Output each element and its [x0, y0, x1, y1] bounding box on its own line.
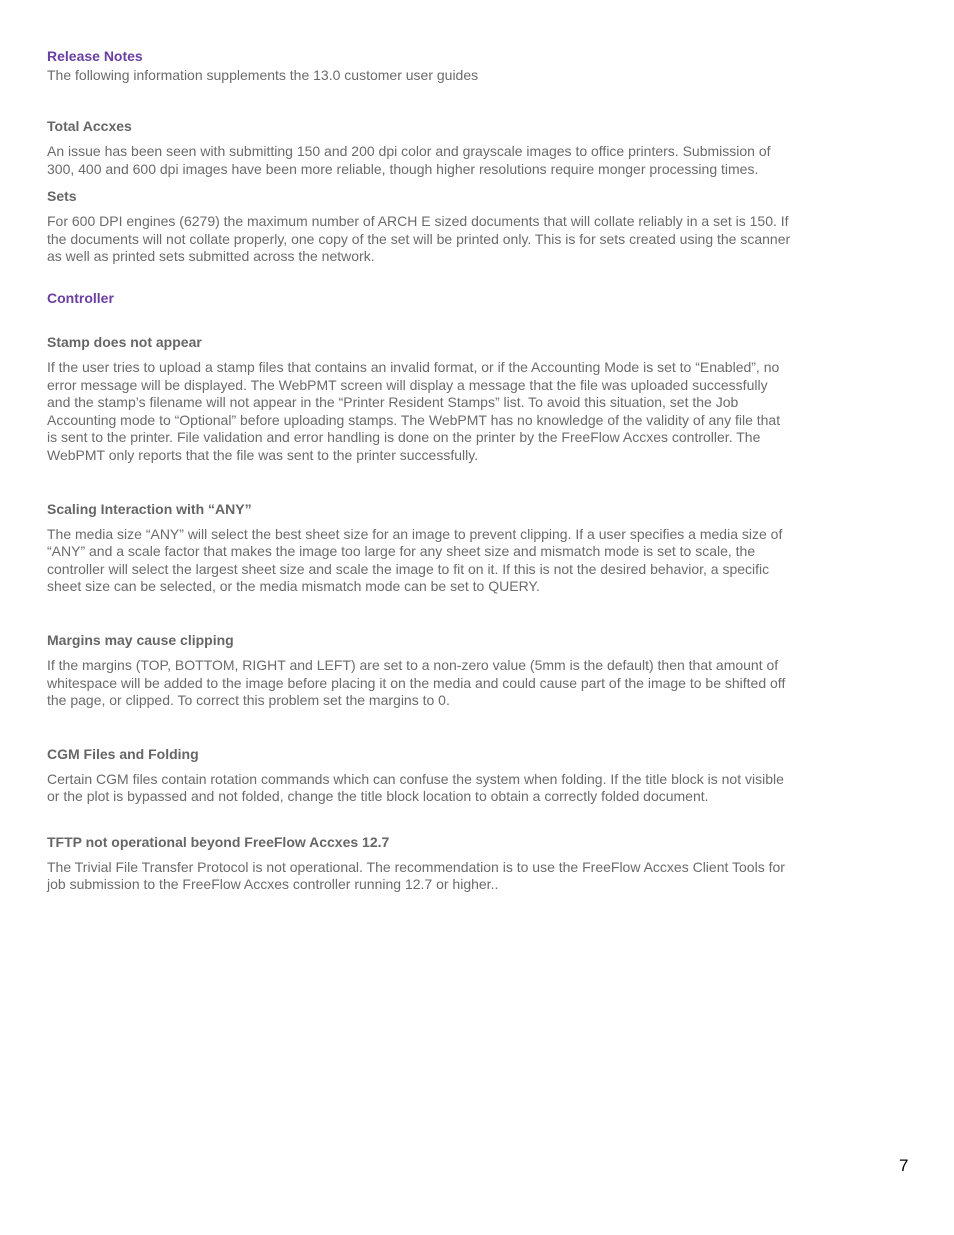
tftp-body: The Trivial File Transfer Protocol is not operational. The recommendation is to use the FreeFlow Accxes Client Tools for job submission to the FreeFlow Accxes controller running 12.7 or higher.. [47, 858, 785, 893]
stamp-heading: Stamp does not appear [47, 333, 202, 350]
margins-body: If the margins (TOP, BOTTOM, RIGHT and LEFT) are set to a non-zero value (5mm is the default) then that amount of whitespace will be added to the image before placing it on the media and could cause part of the image to be shifted off the page, or clipped. To correct this problem set the margins to 0. [47, 656, 786, 709]
total-accxes-heading: Total Accxes [47, 118, 132, 134]
margins-heading: Margins may cause clipping [47, 631, 234, 648]
sets-body: For 600 DPI engines (6279) the maximum number of ARCH E sized documents that will collate reliably in a set is 150. If the documents will not collate properly, one copy of the set will be printed only. This is for sets created using the scanner as well as printed sets submitted across the network. [47, 213, 791, 265]
release-notes-title: Release Notes [47, 48, 143, 64]
scaling-heading: Scaling Interaction with “ANY” [47, 500, 252, 517]
controller-heading: Controller [47, 289, 114, 306]
release-notes-subtitle: The following information supplements the 13.0 customer user guides [47, 67, 479, 83]
cgm-body: Certain CGM files contain rotation commands which can confuse the system when folding. If the title block is not visible or the plot is bypassed and not folded, change the title block location to obtain a correctly folded document. [47, 770, 784, 805]
document-page [47, 46, 792, 894]
stamp-body: If the user tries to upload a stamp files that contains an invalid format, or if the Accounting Mode is set to “Enabled”, no error message will be displayed. The WebPMT screen will display a message that the file was uploaded successfully and the stamp’s filename will not appear in the “Printer Resident Stamps” list. To avoid this situation, set the Job Accounting mode to “Optional” before uploading stamps. The WebPMT has no knowledge of the validity of any file that is sent to the printer. File validation and error handling is done on the printer by the FreeFlow Accxes controller. The WebPMT only reports that the file was sent to the printer successfully. [47, 358, 781, 463]
cgm-heading: CGM Files and Folding [47, 745, 199, 762]
tftp-heading: TFTP not operational beyond FreeFlow Accxes 12.7 [47, 833, 390, 850]
sets-heading: Sets [47, 188, 77, 205]
scaling-body: The media size “ANY” will select the best sheet size for an image to prevent clipping. If a user specifies a media size of “ANY” and a scale factor that makes the image too large for any sheet size and mismatch mode is set to scale, the controller will select the largest sheet size and scale the image to fit on it. If this is not the desired behavior, a specific sheet size can be selected, or the media mismatch mode can be set to QUERY. [47, 525, 783, 595]
total-accxes-body: An issue has been seen with submitting 150 and 200 dpi color and grayscale images to office printers. Submission of 300, 400 and 600 dpi images have been more reliable, though higher resolutions require monger processing times. [47, 143, 771, 177]
page-number: 7 [899, 1156, 909, 1175]
